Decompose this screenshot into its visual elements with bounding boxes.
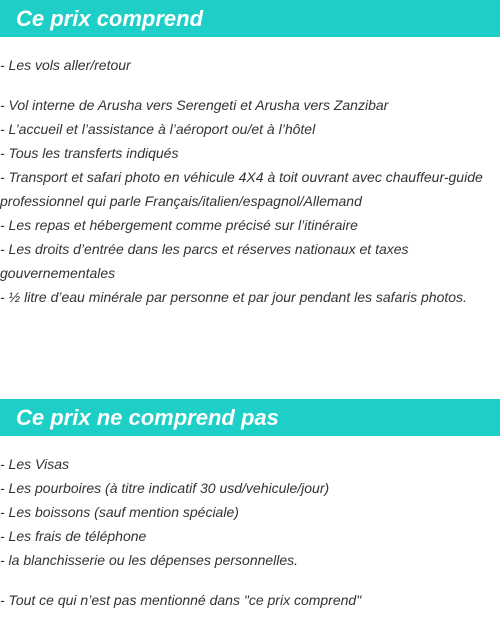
list-item: - Tous les transferts indiqués bbox=[0, 145, 179, 161]
list-item: - Les boissons (sauf mention spéciale) bbox=[0, 504, 239, 520]
section-title-included: Ce prix comprend bbox=[16, 6, 204, 31]
list-item: - la blanchisserie ou les dépenses personnelles. bbox=[0, 552, 299, 568]
list-item: - L’accueil et l’assistance à l’aéroport ou/et à l’hôtel bbox=[0, 121, 316, 137]
list-item: - Les frais de téléphone bbox=[0, 528, 147, 544]
section-header-included bbox=[0, 0, 500, 37]
section-header-excluded bbox=[0, 399, 500, 436]
list-item: - Les vols aller/retour bbox=[0, 57, 131, 73]
list-item: - Les repas et hébergement comme précisé sur l’itinéraire bbox=[0, 217, 358, 233]
included-list bbox=[0, 53, 500, 309]
list-item: - Les droits d’entrée dans les parcs et réserves nationaux et taxes gouvernementales bbox=[0, 241, 409, 281]
list-item: - Les Visas bbox=[0, 456, 69, 472]
list-item: - Tout ce qui n’est pas mentionné dans "ce prix comprend" bbox=[0, 592, 362, 608]
list-item: - Transport et safari photo en véhicule 4X4 à toit ouvrant avec chauffeur-guide professionnel qui parle Français/italien/espagnol/Allemand bbox=[0, 169, 483, 209]
section-title-excluded: Ce prix ne comprend pas bbox=[16, 405, 279, 430]
excluded-list bbox=[0, 452, 500, 612]
list-item: - ½ litre d’eau minérale par personne et par jour pendant les safaris photos. bbox=[0, 289, 467, 305]
list-item: - Les pourboires (à titre indicatif 30 usd/vehicule/jour) bbox=[0, 480, 330, 496]
list-item: - Vol interne de Arusha vers Serengeti et Arusha vers Zanzibar bbox=[0, 97, 389, 113]
